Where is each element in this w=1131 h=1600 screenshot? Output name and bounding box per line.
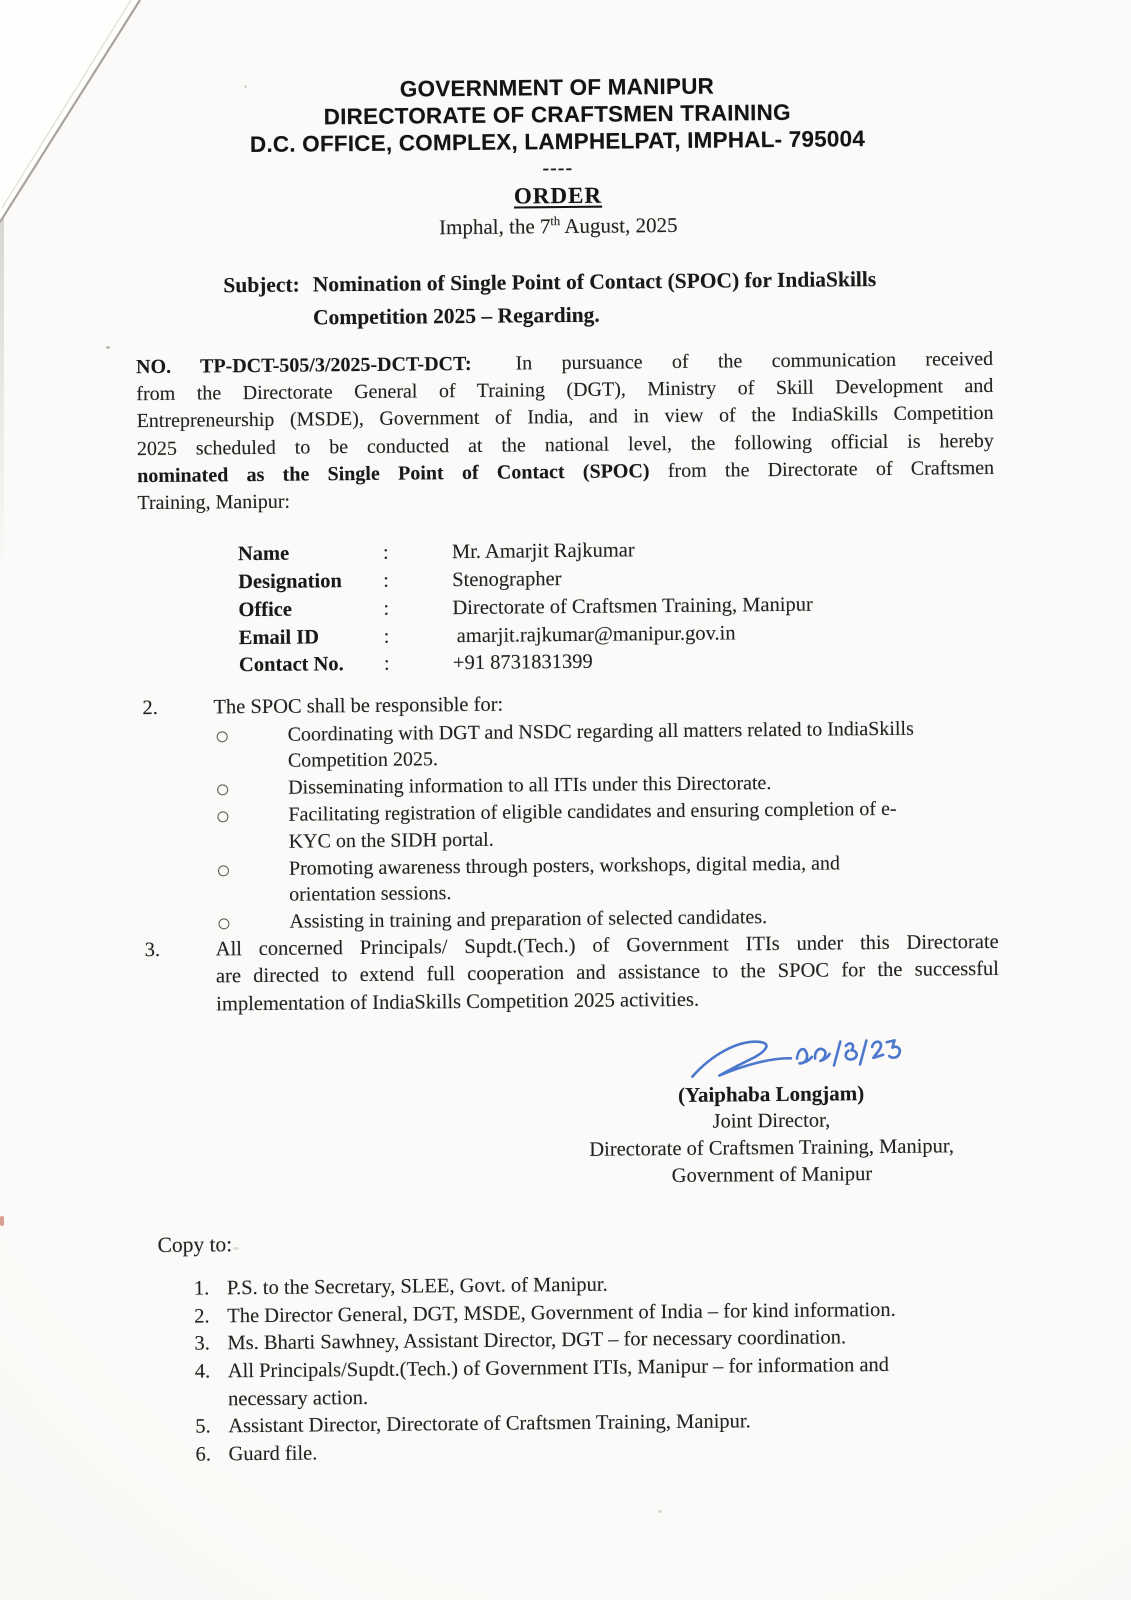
bullet-circle-icon <box>214 775 288 803</box>
field-value: Mr. Amarjit Rajkumar <box>451 539 635 564</box>
handwritten-signature-image <box>684 1026 905 1082</box>
scan-speck <box>106 346 110 349</box>
bullet-circle-icon <box>215 855 290 909</box>
item-number: 2. <box>142 697 158 720</box>
subject-label: Subject: <box>223 272 300 298</box>
field-value: Directorate of Craftsmen Training, Manipur <box>452 593 813 619</box>
signature-strokes <box>689 1026 901 1082</box>
bullet-item <box>214 795 997 856</box>
signature-block <box>540 1025 1002 1191</box>
signatory-government: Government of Manipur <box>671 1163 873 1188</box>
field-label: Email ID <box>238 625 320 649</box>
field-colon: : <box>383 653 390 676</box>
bullet-item <box>215 848 998 909</box>
signatory-name: (Yaiphaba Longjam) <box>677 1081 865 1108</box>
field-colon: : <box>383 569 389 592</box>
bullet-text <box>288 795 997 855</box>
responsibilities-intro: The SPOC shall be responsible for: <box>213 693 504 719</box>
signatory-office: Directorate of Craftsmen Training, Manipur, <box>589 1135 955 1162</box>
bullet-item <box>214 714 997 775</box>
bullet-circle-icon <box>214 721 289 775</box>
scan-speck <box>233 1247 239 1250</box>
copy-list-item <box>195 1351 1003 1414</box>
subject-line: Nomination of Single Point of Contact (SPOC) for IndiaSkills <box>312 267 877 297</box>
paragraph-line: Training, Manipur: <box>137 490 291 515</box>
bullet-line: Disseminating information to all ITIs under this Directorate. <box>288 772 772 799</box>
item-responsibilities <box>139 687 998 937</box>
subject-text <box>313 263 877 333</box>
field-colon: : <box>383 597 390 620</box>
field-colon: : <box>382 541 389 564</box>
bullet-circle-icon <box>214 802 289 856</box>
scan-edge-shadow <box>0 208 4 578</box>
field-label: Contact No. <box>238 653 344 677</box>
copy-item-line: All Principals/Supdt.(Tech.) of Government ITIs, Manipur – for information and <box>227 1353 890 1383</box>
copy-item-line: The Director General, DGT, MSDE, Government of India – for kind information. <box>227 1298 896 1328</box>
copy-item-number: 1. <box>193 1277 210 1300</box>
copy-item-number: 2. <box>194 1305 210 1328</box>
reference-number: NO. TP-DCT-505/3/2025-DCT-DCT: <box>136 352 472 379</box>
copy-item-line: Ms. Bharti Sawhney, Assistant Director, DGT – for necessary coordination. <box>227 1326 847 1355</box>
opening-paragraph <box>136 346 995 517</box>
separator-dashes: ---- <box>542 156 574 180</box>
numbered-items <box>139 687 999 1019</box>
copy-item-line: Assistant Director, Directorate of Craftsmen Training, Manipur. <box>228 1410 751 1438</box>
paragraph-line: Entrepreneurship (MSDE), Government of India, and in view of the IndiaSkills Competition <box>136 402 994 433</box>
field-value: Stenographer <box>452 568 562 592</box>
nominated-bold-phrase: nominated as the Single Point of Contact (SPOC) <box>137 460 650 487</box>
bullet-line: Competition 2025. <box>287 748 439 773</box>
copy-item-number: 3. <box>194 1332 210 1356</box>
bullet-line: Promoting awareness through posters, workshops, digital media, and <box>288 851 841 880</box>
field-label: Office <box>238 598 293 621</box>
copy-item-line: P.S. to the Secretary, SLEE, Govt. of Manipur. <box>226 1273 608 1300</box>
bullet-line: Coordinating with DGT and NSDC regarding all matters related to IndiaSkills <box>287 717 914 746</box>
subject-block <box>135 262 993 335</box>
copy-item-number: 5. <box>195 1415 211 1438</box>
date-ordinal-superscript: th <box>550 214 561 229</box>
field-label: Name <box>237 542 290 566</box>
office-address: D.C. OFFICE, COMPLEX, LAMPHELPAT, IMPHAL- 795004 <box>249 126 866 158</box>
spoc-details-table <box>238 534 996 680</box>
paragraph-text: In pursuance of the communication received <box>515 347 994 375</box>
table-row <box>239 645 996 680</box>
bullet-line: Assisting in training and preparation of selected candidates. <box>289 906 768 933</box>
paragraph-text: from the Directorate of Craftsmen <box>667 456 995 482</box>
copy-to-heading: Copy to: <box>157 1232 233 1258</box>
directive-line: All concerned Principals/ Supdt.(Tech.) of Government ITIs under this Directorate <box>215 930 999 961</box>
field-label: Designation <box>238 570 342 594</box>
order-heading: ORDER <box>513 182 603 209</box>
item-content <box>216 929 1000 1019</box>
copy-item-number: 4. <box>194 1360 211 1383</box>
page-fold-corner <box>0 0 170 240</box>
copy-item-text <box>228 1351 1000 1414</box>
item-content <box>213 687 998 936</box>
scan-speck <box>244 85 247 88</box>
bullet-text <box>288 714 997 774</box>
subject-line: Competition 2025 – Regarding. <box>312 302 600 329</box>
field-value: +91 8731831399 <box>452 651 593 675</box>
copy-item-line: necessary action. <box>227 1386 369 1410</box>
org-name: GOVERNMENT OF MANIPUR <box>399 73 715 102</box>
bullet-circle-icon <box>215 909 289 937</box>
date-prefix: Imphal, the 7 <box>438 214 551 240</box>
directive-line: implementation of IndiaSkills Competition 2025 activities. <box>216 988 700 1016</box>
signatory-designation: Joint Director, <box>712 1109 831 1133</box>
paragraph-line: from the Directorate General of Training (DGT), Ministry of Skill Development and <box>136 375 994 406</box>
item-directive <box>142 929 1000 1019</box>
letter-body <box>133 70 1003 1470</box>
dept-name: DIRECTORATE OF CRAFTSMEN TRAINING <box>323 99 791 130</box>
paragraph-line: 2025 scheduled to be conducted at the national level, the following official is hereby <box>136 429 994 460</box>
copy-to-list <box>194 1268 1004 1469</box>
item-number: 3. <box>144 938 161 962</box>
copy-item-number: 6. <box>195 1443 212 1466</box>
bullet-line: Facilitating registration of eligible candidates and ensuring completion of e- <box>288 797 897 826</box>
scan-speck <box>0 1216 4 1226</box>
copy-item-line: Guard file. <box>228 1442 318 1466</box>
bullet-text <box>289 848 998 908</box>
date-suffix: August, 2025 <box>560 212 678 239</box>
field-colon: : <box>383 625 390 648</box>
directive-line: are directed to extend full cooperation and assistance to the SPOC for the successful <box>215 958 1000 988</box>
bullet-line: orientation sessions. <box>289 882 452 907</box>
field-value: amarjit.rajkumar@manipur.gov.in <box>456 622 736 647</box>
scan-speck <box>658 1510 662 1513</box>
bullet-line: KYC on the SIDH portal. <box>288 828 494 853</box>
letterhead <box>123 70 991 159</box>
